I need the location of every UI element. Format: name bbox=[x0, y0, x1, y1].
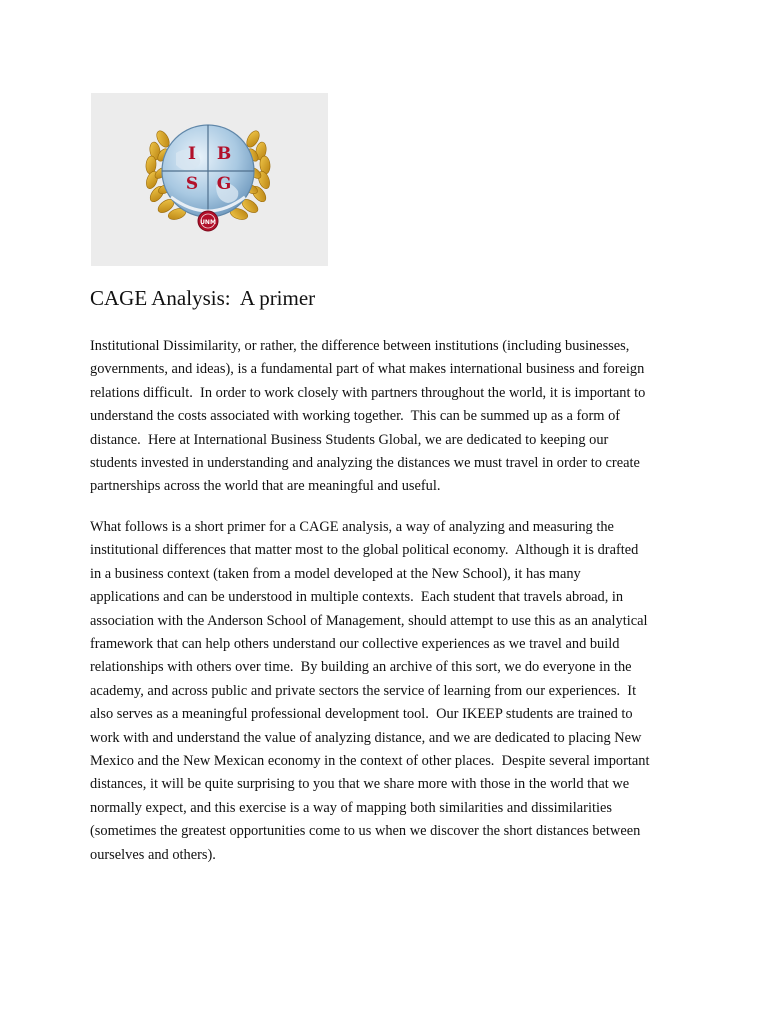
logo-letter-i: I bbox=[188, 144, 196, 164]
paragraph-line: partnerships across the world that are meaningful and useful. bbox=[90, 478, 441, 495]
paragraph-line: students invested in understanding and analyzing the distances we must travel in order to create bbox=[90, 455, 640, 472]
logo-letter-g: G bbox=[216, 174, 232, 194]
paragraph-line: distance. Here at International Business Students Global, we are dedicated to keeping our bbox=[90, 431, 609, 448]
paragraph-line: also serves as a meaningful professional development tool. Our IKEEP students are trained to bbox=[90, 706, 633, 723]
paragraph-line: association with the Anderson School of Management, should attempt to use this as an analytical bbox=[90, 612, 648, 629]
paragraph-line: governments, and ideas), is a fundamental part of what makes international business and foreign bbox=[90, 361, 645, 378]
svg-text:UNM: UNM bbox=[200, 219, 216, 226]
page-title: CAGE Analysis: A primer bbox=[90, 286, 316, 310]
logo-letter-b: B bbox=[216, 144, 232, 164]
ibsg-logo-graphic bbox=[91, 93, 328, 266]
paragraph-line: institutional differences that matter most to the global political economy. Although it is drafted bbox=[90, 542, 639, 559]
paragraph-line: ourselves and others). bbox=[90, 846, 216, 863]
paragraph-line: in a business context (taken from a model developed at the New School), it has many bbox=[90, 565, 581, 582]
paragraph-line: distances, it will be quite surprising to you that we share more with those in the world that we bbox=[90, 776, 630, 793]
paragraph-line: applications and can be understood in multiple contexts. Each student that travels abroad, in bbox=[90, 589, 624, 606]
logo-letter-s: S bbox=[185, 174, 199, 194]
paragraph-line: What follows is a short primer for a CAGE analysis, a way of analyzing and measuring the bbox=[90, 519, 614, 535]
primer-paragraph bbox=[90, 516, 690, 867]
paragraph-line: (sometimes the greatest opportunities come to us when we discover the short distances between bbox=[90, 823, 641, 840]
paragraph-line: understand the costs associated with working together. This can be summed up as a form of bbox=[90, 408, 621, 425]
paragraph-line: framework that can help others understand our collective experiences as we travel and build bbox=[90, 636, 620, 653]
paragraph-line: academy, and across public and private sectors the service of learning from our experiences. It bbox=[90, 682, 637, 699]
paragraph-line: work with and understand the value of analyzing distance, and we are dedicated to placing New bbox=[90, 729, 642, 746]
ibsg-logo bbox=[91, 93, 328, 266]
paragraph-line: Mexico and the New Mexican economy in the context of other places. Despite several important bbox=[90, 753, 650, 770]
unm-seal-icon bbox=[198, 211, 218, 231]
paragraph-line: Institutional Dissimilarity, or rather, the difference between institutions (including businesses, bbox=[90, 338, 630, 354]
paragraph-line: relationships with others over time. By building an archive of this sort, we do everyone in the bbox=[90, 659, 632, 676]
paragraph-line: normally expect, and this exercise is a way of mapping both similarities and dissimilarities bbox=[90, 799, 612, 816]
paragraph-line: relations difficult. In order to work closely with partners throughout the world, it is important to bbox=[90, 384, 646, 401]
intro-paragraph bbox=[90, 335, 690, 499]
globe-icon bbox=[162, 125, 254, 217]
